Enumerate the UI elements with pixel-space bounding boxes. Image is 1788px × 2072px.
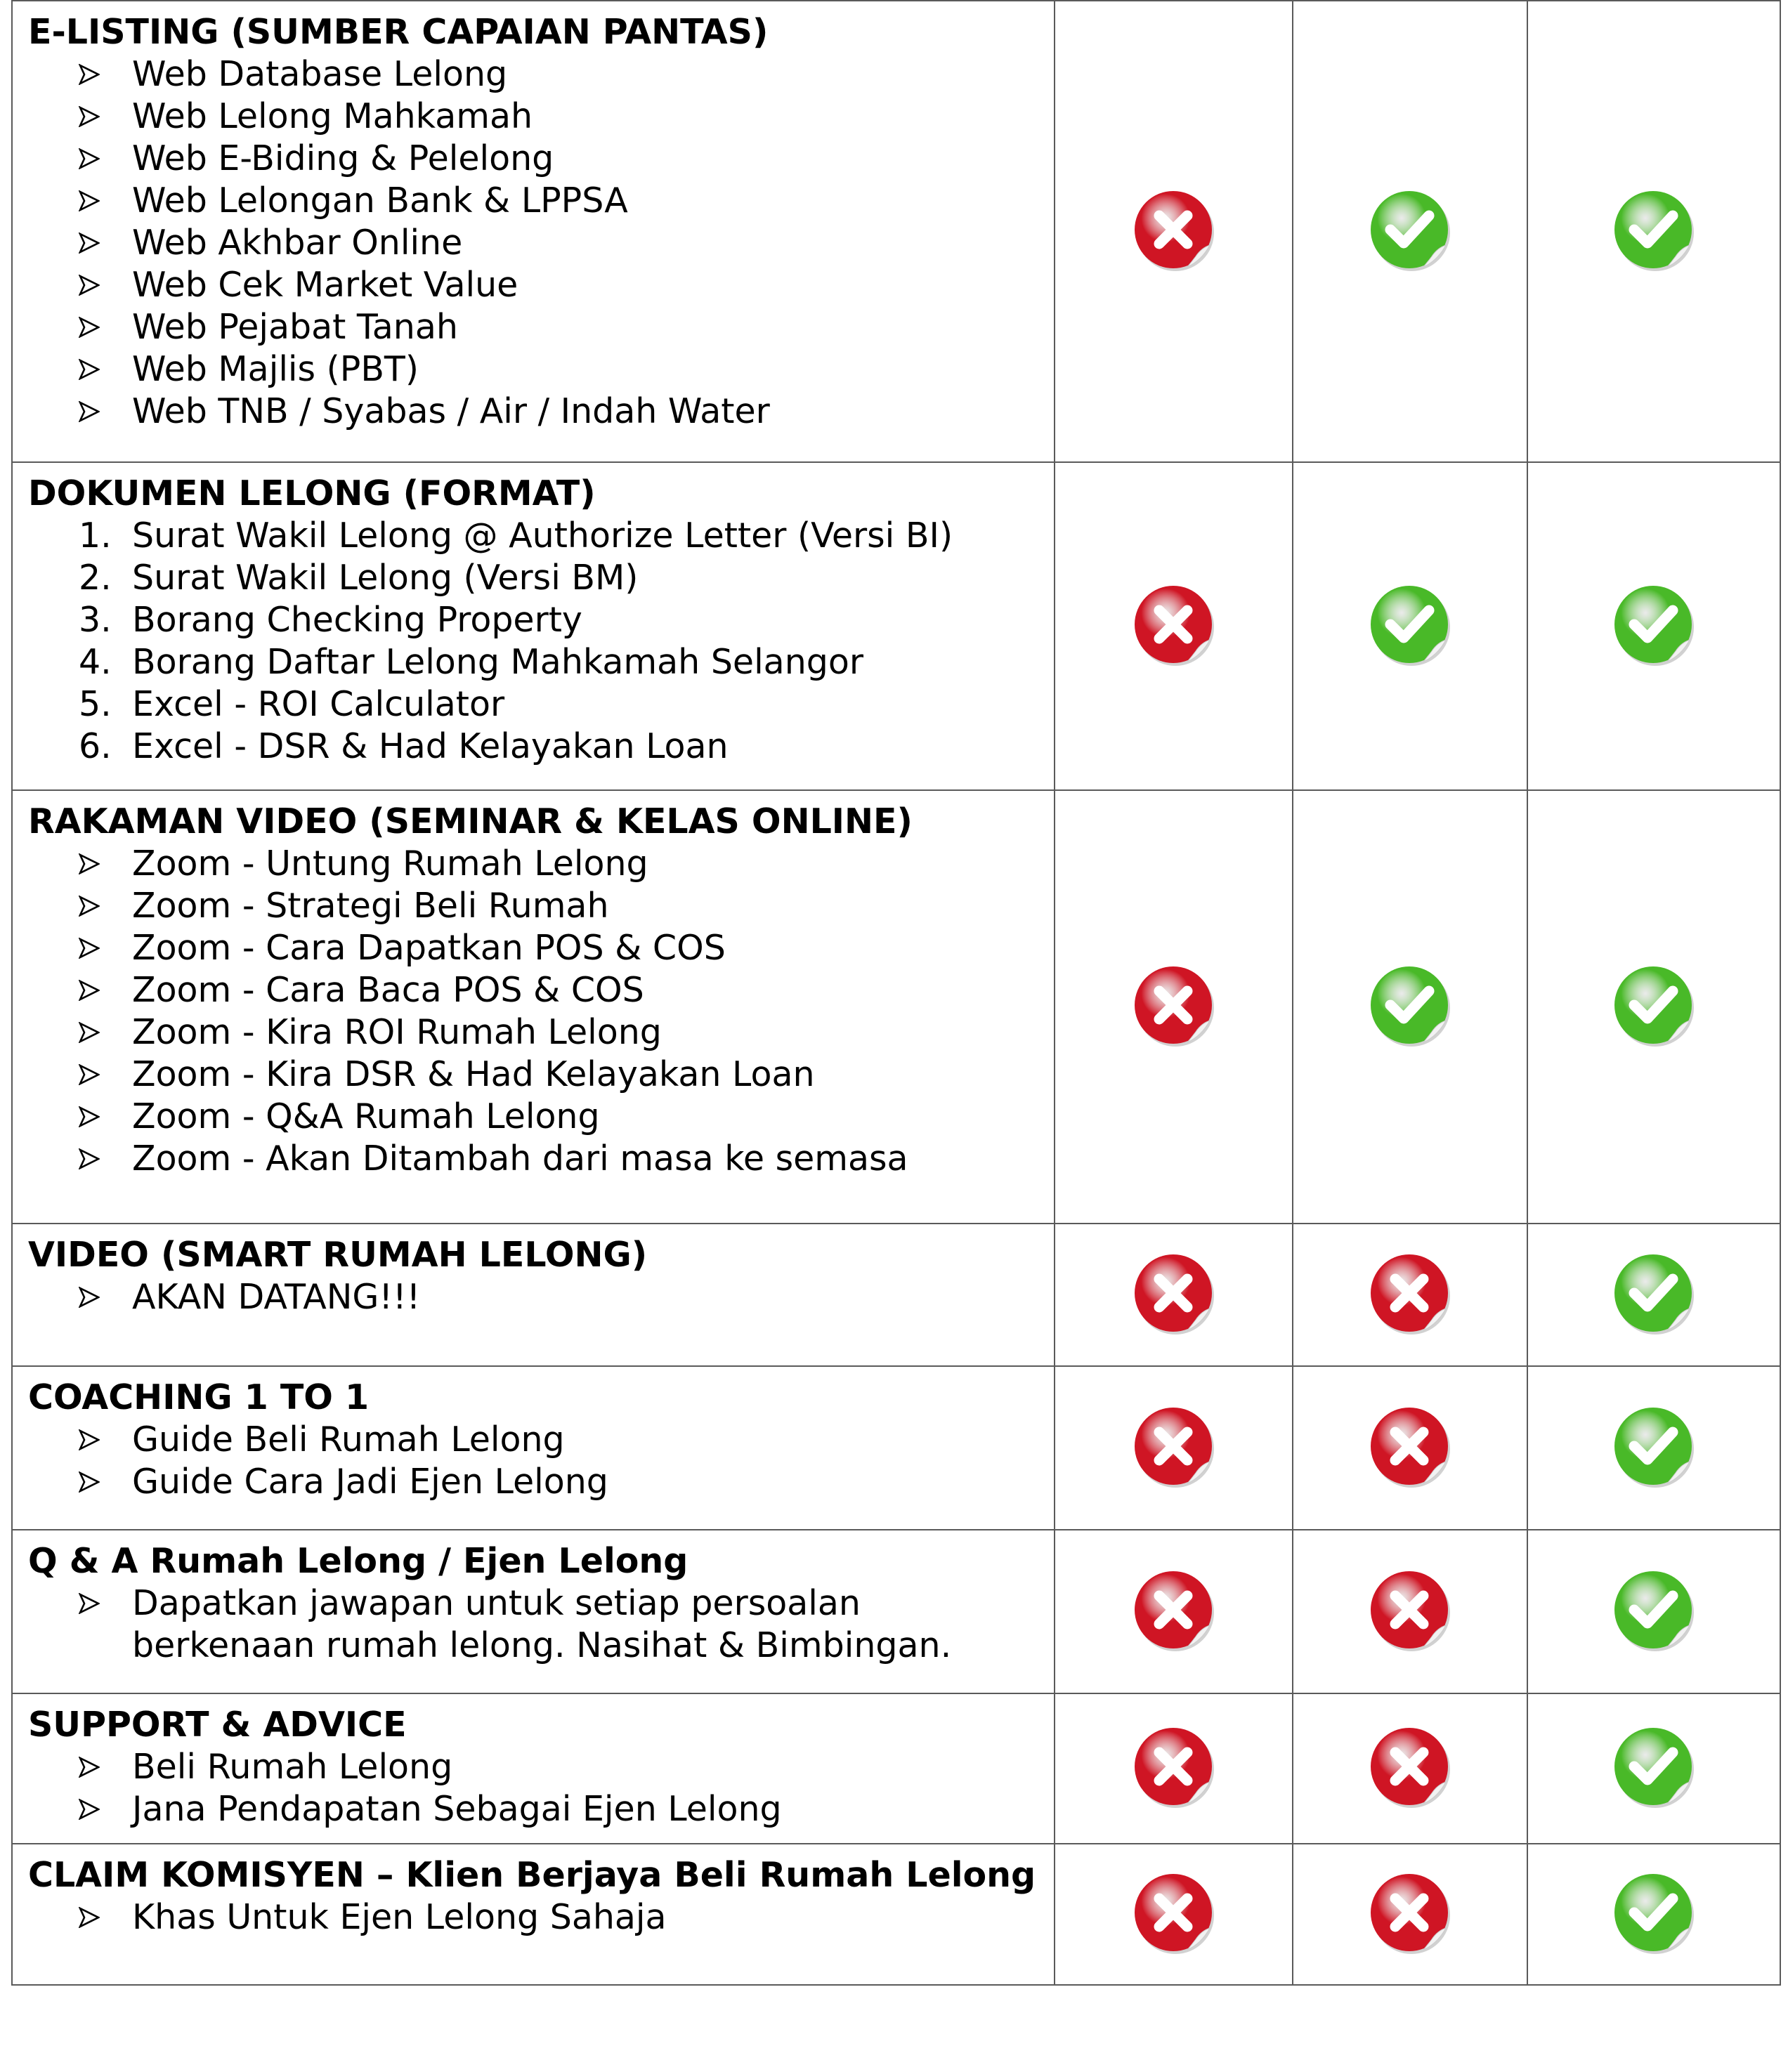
tier-3-cell: [1527, 790, 1780, 1224]
tier-1-cell: [1055, 790, 1293, 1224]
tier-3-cell: [1527, 1224, 1780, 1366]
list-item: [28, 1276, 1040, 1318]
feature-list: [28, 1419, 1040, 1503]
list-item: [28, 138, 1040, 180]
list-number: 2.: [79, 558, 112, 598]
arrow-bullet-icon: [79, 391, 121, 433]
tier-2-cell: [1293, 1844, 1527, 1985]
red-cross-sticker-icon: [1367, 1251, 1453, 1337]
list-item: [28, 557, 1040, 599]
arrow-bullet-icon: [79, 1461, 121, 1503]
list-item-text: Zoom - Akan Ditambah dari masa ke semasa: [132, 1139, 908, 1179]
tier-3-cell: [1527, 462, 1780, 790]
tier-1-cell: [1055, 1, 1293, 462]
red-cross-sticker-icon: [1131, 582, 1217, 668]
list-item: [28, 222, 1040, 264]
green-check-sticker-icon: [1611, 1568, 1697, 1653]
section-title: Q & A Rumah Lelong / Ejen Lelong: [28, 1541, 689, 1581]
list-item: [28, 885, 1040, 927]
tier-3-cell: [1527, 1530, 1780, 1693]
red-cross-sticker-icon: [1367, 1870, 1453, 1956]
table-row: [12, 790, 1780, 1224]
list-item-text: Zoom - Strategi Beli Rumah: [132, 886, 609, 926]
tier-2-cell: [1293, 462, 1527, 790]
feature-cell: [12, 790, 1055, 1224]
arrow-bullet-icon: [79, 1419, 121, 1461]
list-item-text: Dapatkan jawapan untuk setiap persoalan berkenaan rumah lelong. Nasihat & Bimbingan.: [132, 1583, 952, 1665]
list-item-text: Borang Daftar Lelong Mahkamah Selangor: [132, 642, 863, 682]
tier-1-cell: [1055, 1366, 1293, 1530]
arrow-bullet-icon: [79, 264, 121, 306]
arrow-bullet-icon: [79, 306, 121, 348]
list-item: [28, 641, 1040, 683]
table-row: [12, 462, 1780, 790]
tier-1-cell: [1055, 1224, 1293, 1366]
feature-list: [28, 1276, 1040, 1318]
list-item-text: Zoom - Cara Dapatkan POS & COS: [132, 928, 726, 968]
arrow-bullet-icon: [79, 1746, 121, 1788]
green-check-sticker-icon: [1611, 1724, 1697, 1810]
green-check-sticker-icon: [1367, 582, 1453, 668]
list-item: [28, 391, 1040, 433]
list-item: [28, 1054, 1040, 1096]
list-item: [28, 1011, 1040, 1054]
red-cross-sticker-icon: [1131, 1404, 1217, 1490]
list-item: [28, 1788, 1040, 1830]
list-number: 6.: [79, 726, 112, 766]
list-item-text: Zoom - Untung Rumah Lelong: [132, 844, 648, 884]
list-item: [28, 348, 1040, 391]
list-item: [28, 515, 1040, 557]
list-item-text: Excel - DSR & Had Kelayakan Loan: [132, 726, 729, 766]
list-item-text: Zoom - Kira DSR & Had Kelayakan Loan: [132, 1054, 815, 1094]
list-item-text: Jana Pendapatan Sebagai Ejen Lelong: [132, 1789, 782, 1829]
arrow-bullet-icon: [79, 1138, 121, 1180]
green-check-sticker-icon: [1611, 1404, 1697, 1490]
list-item-text: Web E-Biding & Pelelong: [132, 138, 554, 178]
section-title: VIDEO (SMART RUMAH LELONG): [28, 1235, 648, 1275]
list-item: [28, 264, 1040, 306]
list-item: [28, 1746, 1040, 1788]
list-item: [28, 1896, 1040, 1939]
red-cross-sticker-icon: [1131, 1251, 1217, 1337]
list-item-text: Web Akhbar Online: [132, 223, 463, 263]
list-item: [28, 969, 1040, 1011]
section-title: RAKAMAN VIDEO (SEMINAR & KELAS ONLINE): [28, 801, 913, 841]
list-item-text: Web Majlis (PBT): [132, 349, 419, 389]
list-item: [28, 599, 1040, 641]
list-item-text: Web Database Lelong: [132, 54, 508, 94]
green-check-sticker-icon: [1611, 1251, 1697, 1337]
feature-cell: [12, 1530, 1055, 1693]
list-item-text: Surat Wakil Lelong @ Authorize Letter (Versi BI): [132, 516, 953, 556]
list-item: [28, 306, 1040, 348]
section-title: DOKUMEN LELONG (FORMAT): [28, 473, 596, 513]
list-item-text: Web Lelong Mahkamah: [132, 96, 533, 136]
table-row: [12, 1, 1780, 462]
red-cross-sticker-icon: [1131, 1870, 1217, 1956]
table-row: [12, 1366, 1780, 1530]
arrow-bullet-icon: [79, 1054, 121, 1096]
feature-cell: [12, 1693, 1055, 1844]
feature-comparison-table: [11, 0, 1781, 1986]
list-number: 5.: [79, 684, 112, 724]
list-item-text: Zoom - Cara Baca POS & COS: [132, 970, 644, 1010]
arrow-bullet-icon: [79, 969, 121, 1011]
arrow-bullet-icon: [79, 1276, 121, 1318]
list-item: [28, 683, 1040, 726]
table-row: [12, 1693, 1780, 1844]
tier-2-cell: [1293, 1366, 1527, 1530]
feature-cell: [12, 462, 1055, 790]
feature-list: [28, 1582, 1040, 1667]
feature-list: [28, 1896, 1040, 1939]
table-row: [12, 1224, 1780, 1366]
arrow-bullet-icon: [79, 138, 121, 180]
feature-cell: [12, 1224, 1055, 1366]
list-item: [28, 927, 1040, 969]
tier-2-cell: [1293, 1224, 1527, 1366]
list-number: 3.: [79, 600, 112, 640]
list-item: [28, 1461, 1040, 1503]
tier-2-cell: [1293, 1693, 1527, 1844]
arrow-bullet-icon: [79, 927, 121, 969]
arrow-bullet-icon: [79, 180, 121, 222]
list-item: [28, 1582, 1040, 1667]
red-cross-sticker-icon: [1131, 1568, 1217, 1653]
tier-2-cell: [1293, 1530, 1527, 1693]
red-cross-sticker-icon: [1367, 1404, 1453, 1490]
list-item-text: Guide Cara Jadi Ejen Lelong: [132, 1462, 608, 1502]
list-item-text: Borang Checking Property: [132, 600, 582, 640]
feature-cell: [12, 1844, 1055, 1985]
list-item: [28, 53, 1040, 96]
list-item-text: Excel - ROI Calculator: [132, 684, 505, 724]
green-check-sticker-icon: [1367, 963, 1453, 1049]
list-item-text: Web Cek Market Value: [132, 265, 518, 305]
list-item: [28, 1419, 1040, 1461]
green-check-sticker-icon: [1611, 188, 1697, 273]
arrow-bullet-icon: [79, 222, 121, 264]
table-row: [12, 1844, 1780, 1985]
arrow-bullet-icon: [79, 1582, 121, 1625]
red-cross-sticker-icon: [1131, 188, 1217, 273]
list-number: 1.: [79, 516, 112, 556]
list-item: [28, 1096, 1040, 1138]
feature-list: [28, 515, 1040, 768]
arrow-bullet-icon: [79, 1788, 121, 1830]
list-number: 4.: [79, 642, 112, 682]
list-item-text: Beli Rumah Lelong: [132, 1747, 453, 1787]
feature-list: [28, 53, 1040, 433]
section-title: CLAIM KOMISYEN – Klien Berjaya Beli Rumah Lelong: [28, 1855, 1036, 1895]
tier-3-cell: [1527, 1, 1780, 462]
list-item-text: Web TNB / Syabas / Air / Indah Water: [132, 391, 770, 431]
red-cross-sticker-icon: [1367, 1724, 1453, 1810]
table-row: [12, 1530, 1780, 1693]
list-item-text: Zoom - Kira ROI Rumah Lelong: [132, 1012, 662, 1052]
arrow-bullet-icon: [79, 1896, 121, 1939]
red-cross-sticker-icon: [1131, 963, 1217, 1049]
tier-1-cell: [1055, 1530, 1293, 1693]
list-item-text: Web Lelongan Bank & LPPSA: [132, 181, 628, 221]
section-title: E-LISTING (SUMBER CAPAIAN PANTAS): [28, 12, 769, 52]
tier-3-cell: [1527, 1844, 1780, 1985]
tier-3-cell: [1527, 1693, 1780, 1844]
tier-2-cell: [1293, 790, 1527, 1224]
arrow-bullet-icon: [79, 885, 121, 927]
tier-3-cell: [1527, 1366, 1780, 1530]
list-item-text: Khas Untuk Ejen Lelong Sahaja: [132, 1897, 667, 1937]
arrow-bullet-icon: [79, 53, 121, 96]
list-item: [28, 96, 1040, 138]
section-title: COACHING 1 TO 1: [28, 1377, 370, 1417]
arrow-bullet-icon: [79, 1011, 121, 1054]
list-item-text: Surat Wakil Lelong (Versi BM): [132, 558, 639, 598]
tier-1-cell: [1055, 1844, 1293, 1985]
tier-1-cell: [1055, 462, 1293, 790]
list-item: [28, 843, 1040, 885]
table-body: [12, 1, 1780, 1985]
feature-list: [28, 843, 1040, 1180]
list-item-text: Web Pejabat Tanah: [132, 307, 458, 347]
tier-2-cell: [1293, 1, 1527, 462]
list-item: [28, 726, 1040, 768]
feature-cell: [12, 1366, 1055, 1530]
feature-cell: [12, 1, 1055, 462]
green-check-sticker-icon: [1367, 188, 1453, 273]
green-check-sticker-icon: [1611, 1870, 1697, 1956]
green-check-sticker-icon: [1611, 963, 1697, 1049]
list-item-text: Zoom - Q&A Rumah Lelong: [132, 1096, 600, 1136]
arrow-bullet-icon: [79, 843, 121, 885]
list-item-text: AKAN DATANG!!!: [132, 1277, 421, 1317]
red-cross-sticker-icon: [1367, 1568, 1453, 1653]
tier-1-cell: [1055, 1693, 1293, 1844]
arrow-bullet-icon: [79, 348, 121, 391]
arrow-bullet-icon: [79, 96, 121, 138]
red-cross-sticker-icon: [1131, 1724, 1217, 1810]
green-check-sticker-icon: [1611, 582, 1697, 668]
arrow-bullet-icon: [79, 1096, 121, 1138]
list-item: [28, 1138, 1040, 1180]
section-title: SUPPORT & ADVICE: [28, 1705, 407, 1745]
feature-list: [28, 1746, 1040, 1830]
list-item: [28, 180, 1040, 222]
list-item-text: Guide Beli Rumah Lelong: [132, 1419, 565, 1460]
